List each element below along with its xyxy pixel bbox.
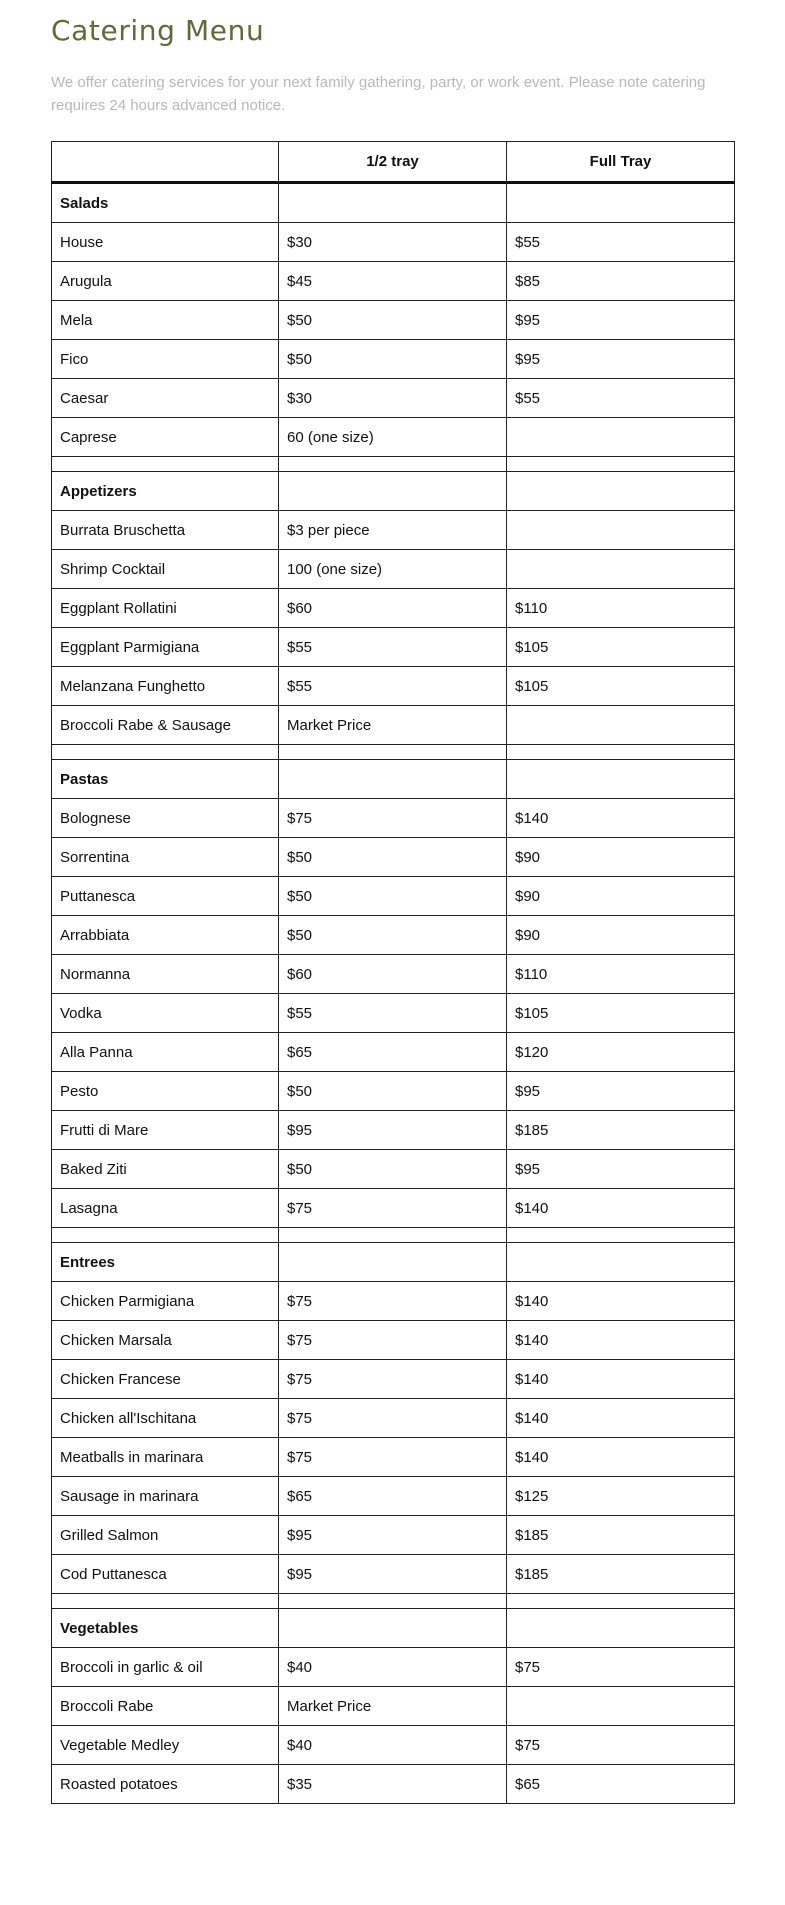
item-name: Broccoli Rabe & Sausage <box>52 706 279 745</box>
table-row <box>52 1555 735 1594</box>
half-tray-price: $60 <box>279 589 507 628</box>
header-half-tray: 1/2 tray <box>279 142 507 183</box>
full-tray-price <box>507 418 735 457</box>
empty-cell <box>507 745 735 760</box>
full-tray-price: $90 <box>507 877 735 916</box>
half-tray-price: $50 <box>279 1072 507 1111</box>
item-name: Eggplant Rollatini <box>52 589 279 628</box>
half-tray-price: 100 (one size) <box>279 550 507 589</box>
empty-cell <box>52 1594 279 1609</box>
half-tray-price: $95 <box>279 1111 507 1150</box>
item-name: Meatballs in marinara <box>52 1438 279 1477</box>
table-row <box>52 379 735 418</box>
empty-cell <box>279 1228 507 1243</box>
empty-cell <box>52 1228 279 1243</box>
full-tray-price: $140 <box>507 1189 735 1228</box>
item-name: Caesar <box>52 379 279 418</box>
item-name: House <box>52 223 279 262</box>
item-name: Fico <box>52 340 279 379</box>
full-tray-price: $185 <box>507 1555 735 1594</box>
item-name: Mela <box>52 301 279 340</box>
item-name: Pesto <box>52 1072 279 1111</box>
table-row <box>52 1072 735 1111</box>
section-title: Vegetables <box>52 1609 279 1648</box>
half-tray-price: $50 <box>279 916 507 955</box>
empty-cell <box>279 472 507 511</box>
half-tray-price: Market Price <box>279 706 507 745</box>
half-tray-price: 60 (one size) <box>279 418 507 457</box>
item-name: Caprese <box>52 418 279 457</box>
section-title: Appetizers <box>52 472 279 511</box>
half-tray-price: $50 <box>279 1150 507 1189</box>
half-tray-price: $55 <box>279 667 507 706</box>
table-row <box>52 628 735 667</box>
item-name: Roasted potatoes <box>52 1765 279 1804</box>
half-tray-price: $75 <box>279 1360 507 1399</box>
section-row <box>52 472 735 511</box>
item-name: Puttanesca <box>52 877 279 916</box>
full-tray-price: $105 <box>507 667 735 706</box>
item-name: Chicken Marsala <box>52 1321 279 1360</box>
empty-cell <box>52 745 279 760</box>
spacer-row <box>52 745 735 760</box>
full-tray-price: $90 <box>507 838 735 877</box>
table-row <box>52 955 735 994</box>
half-tray-price: $95 <box>279 1555 507 1594</box>
section-row <box>52 1609 735 1648</box>
spacer-row <box>52 457 735 472</box>
table-row <box>52 838 735 877</box>
full-tray-price: $140 <box>507 1438 735 1477</box>
item-name: Baked Ziti <box>52 1150 279 1189</box>
section-row <box>52 183 735 223</box>
empty-cell <box>507 457 735 472</box>
half-tray-price: $30 <box>279 379 507 418</box>
half-tray-price: $50 <box>279 838 507 877</box>
empty-cell <box>507 472 735 511</box>
full-tray-price: $75 <box>507 1726 735 1765</box>
table-row <box>52 1360 735 1399</box>
empty-cell <box>507 1228 735 1243</box>
table-row <box>52 916 735 955</box>
half-tray-price: $40 <box>279 1726 507 1765</box>
half-tray-price: $75 <box>279 1189 507 1228</box>
table-row <box>52 1438 735 1477</box>
item-name: Sausage in marinara <box>52 1477 279 1516</box>
item-name: Burrata Bruschetta <box>52 511 279 550</box>
section-title: Salads <box>52 183 279 223</box>
full-tray-price: $140 <box>507 1360 735 1399</box>
item-name: Chicken all'Ischitana <box>52 1399 279 1438</box>
item-name: Bolognese <box>52 799 279 838</box>
table-row <box>52 1282 735 1321</box>
full-tray-price: $105 <box>507 628 735 667</box>
full-tray-price <box>507 511 735 550</box>
table-row <box>52 1765 735 1804</box>
empty-cell <box>507 1594 735 1609</box>
table-header-row <box>52 142 735 183</box>
table-row <box>52 340 735 379</box>
empty-cell <box>279 745 507 760</box>
full-tray-price <box>507 550 735 589</box>
table-row <box>52 550 735 589</box>
intro-text: We offer catering services for your next family gathering, party, or work event. Please note catering requires 24 hours advanced notice. <box>51 74 706 114</box>
half-tray-price: $75 <box>279 799 507 838</box>
half-tray-price: $50 <box>279 877 507 916</box>
table-row <box>52 877 735 916</box>
half-tray-price: Market Price <box>279 1687 507 1726</box>
item-name: Cod Puttanesca <box>52 1555 279 1594</box>
table-row <box>52 1516 735 1555</box>
item-name: Grilled Salmon <box>52 1516 279 1555</box>
full-tray-price: $110 <box>507 955 735 994</box>
half-tray-price: $65 <box>279 1033 507 1072</box>
half-tray-price: $35 <box>279 1765 507 1804</box>
full-tray-price: $185 <box>507 1516 735 1555</box>
half-tray-price: $75 <box>279 1282 507 1321</box>
empty-cell <box>279 1243 507 1282</box>
full-tray-price: $95 <box>507 1150 735 1189</box>
empty-cell <box>279 183 507 223</box>
empty-cell <box>279 760 507 799</box>
item-name: Chicken Parmigiana <box>52 1282 279 1321</box>
full-tray-price: $125 <box>507 1477 735 1516</box>
half-tray-price: $55 <box>279 994 507 1033</box>
item-name: Alla Panna <box>52 1033 279 1072</box>
half-tray-price: $50 <box>279 301 507 340</box>
half-tray-price: $3 per piece <box>279 511 507 550</box>
full-tray-price: $105 <box>507 994 735 1033</box>
empty-cell <box>507 1609 735 1648</box>
spacer-row <box>52 1228 735 1243</box>
menu-body <box>52 183 735 1804</box>
table-row <box>52 301 735 340</box>
full-tray-price: $90 <box>507 916 735 955</box>
half-tray-price: $95 <box>279 1516 507 1555</box>
empty-cell <box>52 457 279 472</box>
table-row <box>52 1189 735 1228</box>
item-name: Eggplant Parmigiana <box>52 628 279 667</box>
empty-cell <box>279 457 507 472</box>
item-name: Vegetable Medley <box>52 1726 279 1765</box>
full-tray-price: $140 <box>507 1399 735 1438</box>
item-name: Arrabbiata <box>52 916 279 955</box>
table-row <box>52 589 735 628</box>
table-row <box>52 1321 735 1360</box>
half-tray-price: $50 <box>279 340 507 379</box>
half-tray-price: $75 <box>279 1399 507 1438</box>
item-name: Chicken Francese <box>52 1360 279 1399</box>
section-row <box>52 760 735 799</box>
spacer-row <box>52 1594 735 1609</box>
page-title: Catering Menu <box>51 14 265 47</box>
half-tray-price: $75 <box>279 1438 507 1477</box>
full-tray-price: $140 <box>507 799 735 838</box>
full-tray-price: $95 <box>507 301 735 340</box>
catering-menu-table <box>51 141 735 1804</box>
table-row <box>52 994 735 1033</box>
header-item <box>52 142 279 183</box>
half-tray-price: $60 <box>279 955 507 994</box>
full-tray-price: $75 <box>507 1648 735 1687</box>
item-name: Arugula <box>52 262 279 301</box>
table-row <box>52 1648 735 1687</box>
table-row <box>52 667 735 706</box>
table-row <box>52 1111 735 1150</box>
item-name: Normanna <box>52 955 279 994</box>
half-tray-price: $45 <box>279 262 507 301</box>
full-tray-price: $110 <box>507 589 735 628</box>
item-name: Shrimp Cocktail <box>52 550 279 589</box>
table-row <box>52 1687 735 1726</box>
table-row <box>52 1477 735 1516</box>
full-tray-price: $95 <box>507 340 735 379</box>
half-tray-price: $30 <box>279 223 507 262</box>
table-row <box>52 1150 735 1189</box>
full-tray-price <box>507 706 735 745</box>
table-row <box>52 1033 735 1072</box>
table-row <box>52 1726 735 1765</box>
table-row <box>52 223 735 262</box>
empty-cell <box>507 183 735 223</box>
full-tray-price: $55 <box>507 223 735 262</box>
item-name: Sorrentina <box>52 838 279 877</box>
section-row <box>52 1243 735 1282</box>
table-row <box>52 1399 735 1438</box>
full-tray-price <box>507 1687 735 1726</box>
full-tray-price: $85 <box>507 262 735 301</box>
item-name: Broccoli Rabe <box>52 1687 279 1726</box>
full-tray-price: $120 <box>507 1033 735 1072</box>
item-name: Broccoli in garlic & oil <box>52 1648 279 1687</box>
header-full-tray: Full Tray <box>507 142 735 183</box>
full-tray-price: $95 <box>507 1072 735 1111</box>
table-row <box>52 262 735 301</box>
item-name: Frutti di Mare <box>52 1111 279 1150</box>
table-row <box>52 706 735 745</box>
half-tray-price: $55 <box>279 628 507 667</box>
half-tray-price: $75 <box>279 1321 507 1360</box>
empty-cell <box>507 760 735 799</box>
half-tray-price: $65 <box>279 1477 507 1516</box>
full-tray-price: $65 <box>507 1765 735 1804</box>
full-tray-price: $185 <box>507 1111 735 1150</box>
full-tray-price: $140 <box>507 1321 735 1360</box>
item-name: Melanzana Funghetto <box>52 667 279 706</box>
section-title: Entrees <box>52 1243 279 1282</box>
table-row <box>52 418 735 457</box>
section-title: Pastas <box>52 760 279 799</box>
item-name: Lasagna <box>52 1189 279 1228</box>
full-tray-price: $140 <box>507 1282 735 1321</box>
table-row <box>52 511 735 550</box>
empty-cell <box>279 1594 507 1609</box>
empty-cell <box>507 1243 735 1282</box>
half-tray-price: $40 <box>279 1648 507 1687</box>
item-name: Vodka <box>52 994 279 1033</box>
empty-cell <box>279 1609 507 1648</box>
full-tray-price: $55 <box>507 379 735 418</box>
table-row <box>52 799 735 838</box>
